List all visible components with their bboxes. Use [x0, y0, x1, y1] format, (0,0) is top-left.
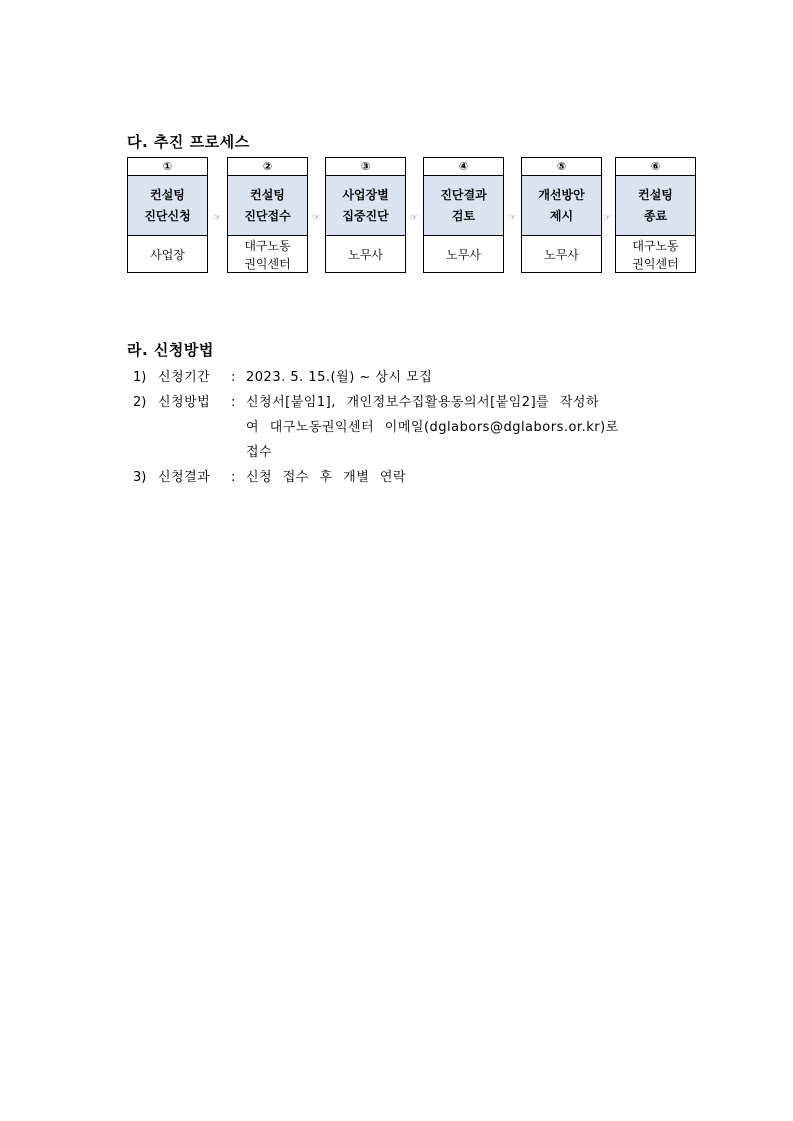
item-number: 2)	[133, 395, 147, 410]
step-number: ④	[424, 158, 503, 176]
process-flow	[127, 157, 697, 274]
pointing-hand-icon: ☞	[507, 213, 517, 223]
step-actor	[522, 236, 601, 274]
pointing-hand-icon: ☞	[409, 213, 419, 223]
pointing-hand-icon: ☞	[212, 213, 222, 223]
step-actor-line1: 노무사	[544, 248, 579, 262]
step-title	[522, 176, 601, 236]
step-title-line2: 검토	[451, 208, 476, 223]
step-title-line1: 컨설팅	[150, 187, 185, 202]
step-actor-line2: 권익센터	[632, 257, 679, 271]
step-title-line2: 종료	[643, 208, 668, 223]
item-colon: :	[231, 470, 236, 485]
step-title-line2: 집중진단	[342, 208, 389, 223]
step-number: ①	[128, 158, 207, 176]
section-heading-process: 다. 추진 프로세스	[127, 133, 250, 151]
step-title	[228, 176, 307, 236]
item-colon: :	[231, 370, 236, 385]
item-label: 신청방법	[158, 395, 211, 410]
step-actor-line1: 노무사	[348, 248, 383, 262]
item-value-line2: 여 대구노동권익센터 이메일(dglabors@dglabors.or.kr)로	[246, 420, 619, 435]
item-value-line3: 접수	[246, 445, 273, 460]
step-number: ⑤	[522, 158, 601, 176]
step-title-line1: 컨설팅	[638, 187, 673, 202]
step-actor-line1: 사업장	[150, 248, 185, 262]
item-label: 신청결과	[158, 470, 211, 485]
process-step-2	[227, 157, 308, 273]
step-actor-line2: 권익센터	[244, 257, 291, 271]
step-actor	[128, 236, 207, 274]
item-number: 1)	[133, 370, 147, 385]
step-actor	[424, 236, 503, 274]
step-number: ③	[326, 158, 405, 176]
step-title	[128, 176, 207, 236]
step-title-line1: 사업장별	[342, 187, 389, 202]
process-step-6	[615, 157, 696, 273]
process-step-3	[325, 157, 406, 273]
step-actor	[616, 236, 695, 274]
step-title-line2: 진단접수	[244, 208, 291, 223]
step-title-line2: 제시	[549, 208, 574, 223]
step-actor-line1: 대구노동	[244, 239, 291, 253]
step-title-line2: 진단신청	[144, 208, 191, 223]
item-colon: :	[231, 395, 236, 410]
step-title	[616, 176, 695, 236]
process-step-5	[521, 157, 602, 273]
item-value: 2023. 5. 15.(월) ~ 상시 모집	[246, 370, 433, 385]
pointing-hand-icon: ☞	[602, 213, 612, 223]
step-title	[326, 176, 405, 236]
step-title-line1: 개선방안	[538, 187, 585, 202]
process-step-4	[423, 157, 504, 273]
step-actor	[326, 236, 405, 274]
pointing-hand-icon: ☞	[311, 213, 321, 223]
item-label: 신청기간	[158, 370, 211, 385]
process-step-1	[127, 157, 208, 273]
item-value: 신청서[붙임1], 개인정보수집활용동의서[붙임2]를 작성하	[246, 395, 600, 410]
item-value: 신청 접수 후 개별 연락	[246, 470, 407, 485]
item-number: 3)	[133, 470, 147, 485]
step-actor	[228, 236, 307, 274]
step-number: ②	[228, 158, 307, 176]
step-actor-line1: 노무사	[446, 248, 481, 262]
step-title-line1: 진단결과	[440, 187, 487, 202]
step-title-line1: 컨설팅	[250, 187, 285, 202]
step-actor-line1: 대구노동	[632, 239, 679, 253]
step-title	[424, 176, 503, 236]
section-heading-application: 라. 신청방법	[127, 341, 214, 359]
step-number: ⑥	[616, 158, 695, 176]
